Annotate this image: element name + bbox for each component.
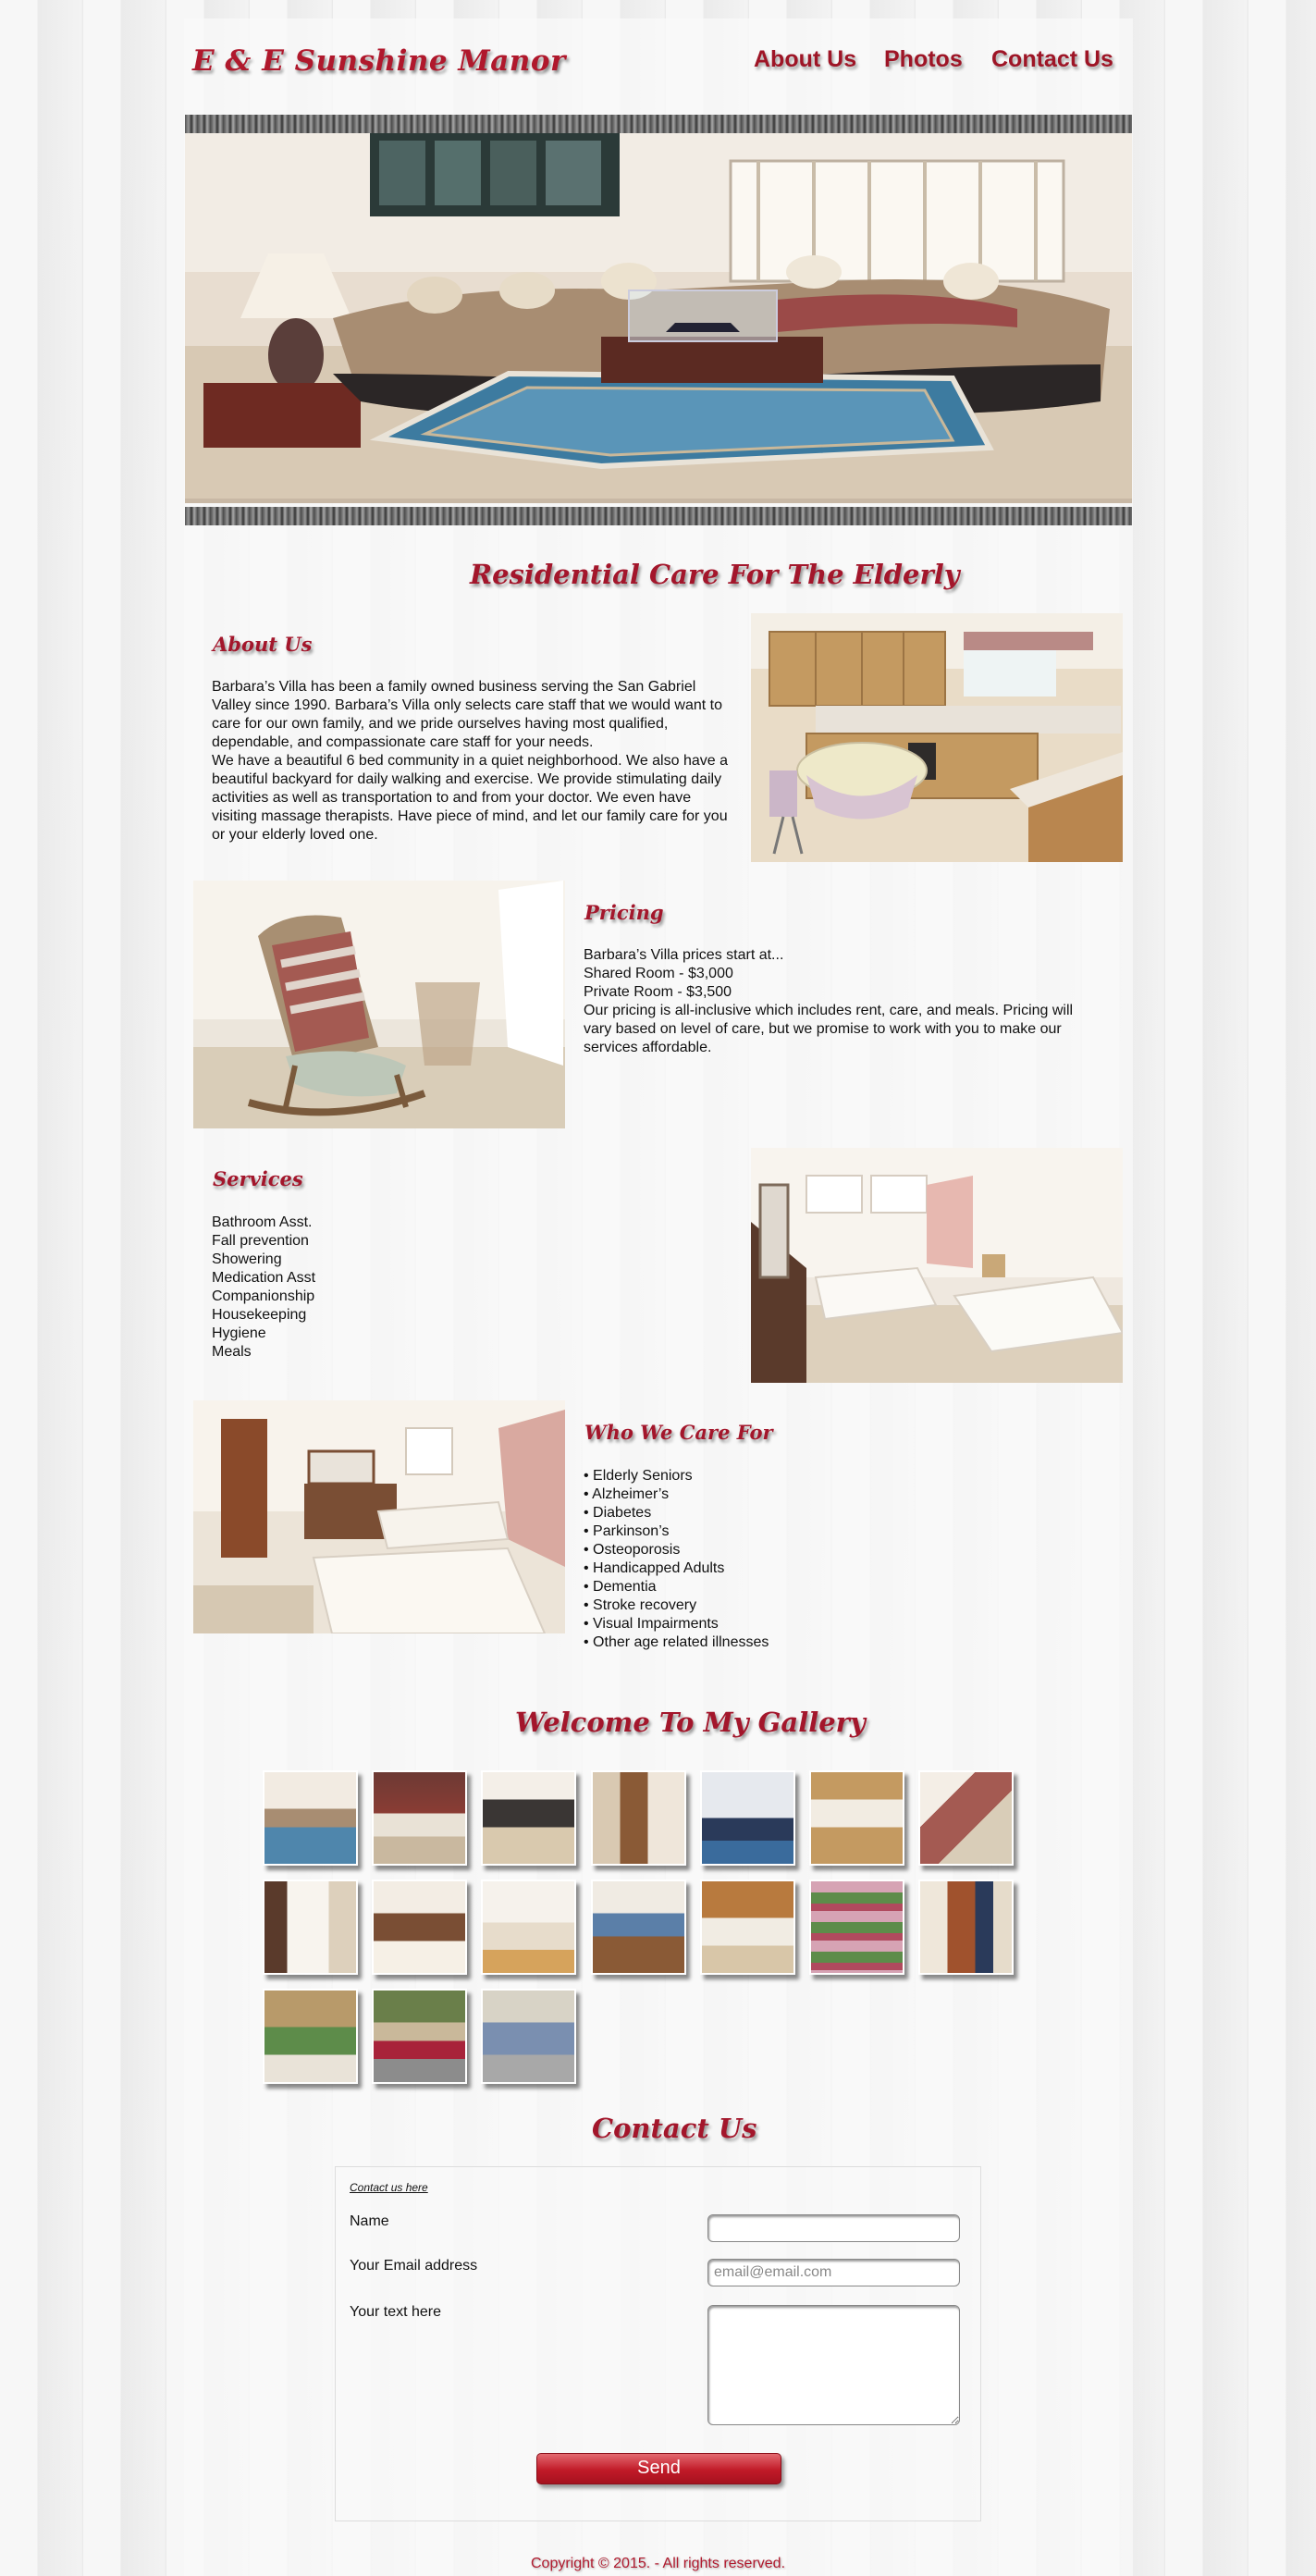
care-item: • Dementia (584, 1579, 657, 1595)
care-item: • Elderly Seniors (584, 1468, 693, 1484)
gallery-thumbnail[interactable] (372, 1770, 467, 1866)
services-item: Showering (212, 1251, 282, 1267)
services-item: Bathroom Asst. (212, 1214, 313, 1230)
gallery-thumbnail[interactable] (372, 1880, 467, 1975)
gallery-thumbnail[interactable] (918, 1770, 1014, 1866)
care-item: • Diabetes (584, 1505, 652, 1521)
nav-about-us[interactable]: About Us (754, 46, 857, 72)
site-logo[interactable]: E & E Sunshine Manor (192, 44, 566, 78)
pricing-text (584, 946, 1092, 1057)
decorative-border-bottom (185, 507, 1132, 525)
pricing-intro: Barbara’s Villa prices start at... (584, 947, 784, 963)
pricing-details: Our pricing is all-inclusive which includes rent, care, and meals. Pricing will vary based on level of care, but we promise to work with you to make our services affordable. (584, 1003, 1074, 1055)
care-item: • Handicapped Adults (584, 1560, 725, 1576)
services-heading: Services (213, 1167, 303, 1190)
pricing-heading: Pricing (584, 901, 664, 924)
gallery-thumbnail[interactable] (700, 1770, 795, 1866)
nav-contact-us[interactable]: Contact Us (991, 46, 1113, 72)
services-item: Hygiene (212, 1325, 266, 1341)
email-input[interactable] (707, 2259, 960, 2286)
message-label: Your text here (350, 2304, 442, 2320)
gallery-thumbnail[interactable] (263, 1770, 358, 1866)
about-us-text (212, 678, 734, 844)
gallery-thumbnail[interactable] (809, 1880, 904, 1975)
kitchen-photo (751, 613, 1123, 862)
care-item: • Osteoporosis (584, 1542, 681, 1558)
services-item: Fall prevention (212, 1233, 309, 1249)
care-item: • Other age related illnesses (584, 1634, 769, 1650)
gallery-thumbnail[interactable] (481, 1989, 576, 2084)
gallery-thumbnail[interactable] (263, 1989, 358, 2084)
gallery-thumbnail[interactable] (481, 1770, 576, 1866)
services-item: Meals (212, 1344, 252, 1360)
send-button[interactable]: Send (536, 2453, 781, 2484)
care-item: • Visual Impairments (584, 1616, 719, 1632)
about-us-paragraph-1: Barbara’s Villa has been a family owned business serving the San Gabriel Valley since 1990. Barbara’s Villa only selects care staff that we would want to care for our own family, and we pride ourselves having most qualified, dependable, and compassionate care staff for your needs. (212, 679, 723, 750)
services-item: Housekeeping (212, 1307, 307, 1323)
contact-us-link[interactable]: Contact us here (350, 2181, 428, 2194)
name-label: Name (350, 2213, 389, 2229)
double-bedroom-photo (193, 1400, 565, 1633)
about-us-heading: About Us (213, 633, 313, 656)
gallery-thumbnail[interactable] (591, 1880, 686, 1975)
gallery-thumbnail[interactable] (481, 1880, 576, 1975)
bedroom-photo (751, 1148, 1123, 1383)
care-item: • Alzheimer’s (584, 1486, 670, 1502)
contact-heading: Contact Us (592, 2113, 757, 2144)
about-us-paragraph-2: We have a beautiful 6 bed community in a quiet neighborhood. We also have a beautiful backyard for daily walking and exercise. We provide stimulating daily activities as well as transportation to and from your doctor. We even have visiting massage therapists. Have piece of mind, and let our family care for you or your elderly loved one. (212, 753, 728, 843)
email-label: Your Email address (350, 2258, 478, 2274)
pricing-private-room: Private Room - $3,500 (584, 984, 732, 1000)
pricing-shared-room: Shared Room - $3,000 (584, 966, 733, 981)
footer-copyright: Copyright © 2015. - All rights reserved. (530, 2556, 786, 2571)
gallery-thumbnail[interactable] (700, 1880, 795, 1975)
name-input[interactable] (707, 2214, 960, 2242)
who-we-care-for-list (584, 1467, 953, 1652)
gallery-heading: Welcome To My Gallery (515, 1707, 866, 1738)
care-item: • Parkinson’s (584, 1523, 670, 1539)
services-item: Medication Asst (212, 1270, 316, 1286)
gallery-thumbnail[interactable] (591, 1770, 686, 1866)
decorative-border-top (185, 115, 1132, 133)
main-heading: Residential Care For The Elderly (470, 559, 960, 590)
gallery-thumbnail[interactable] (809, 1770, 904, 1866)
gallery-thumbnail[interactable] (263, 1880, 358, 1975)
rocking-chair-photo (193, 881, 565, 1128)
gallery-thumbnail[interactable] (372, 1989, 467, 2084)
who-we-care-for-heading: Who We Care For (584, 1421, 773, 1444)
message-textarea[interactable] (707, 2305, 960, 2425)
gallery-thumbnail[interactable] (918, 1880, 1014, 1975)
services-item: Companionship (212, 1288, 315, 1304)
services-list (212, 1214, 489, 1362)
hero-living-room-photo (185, 133, 1132, 503)
care-item: • Stroke recovery (584, 1597, 697, 1613)
nav-photos[interactable]: Photos (884, 46, 963, 72)
